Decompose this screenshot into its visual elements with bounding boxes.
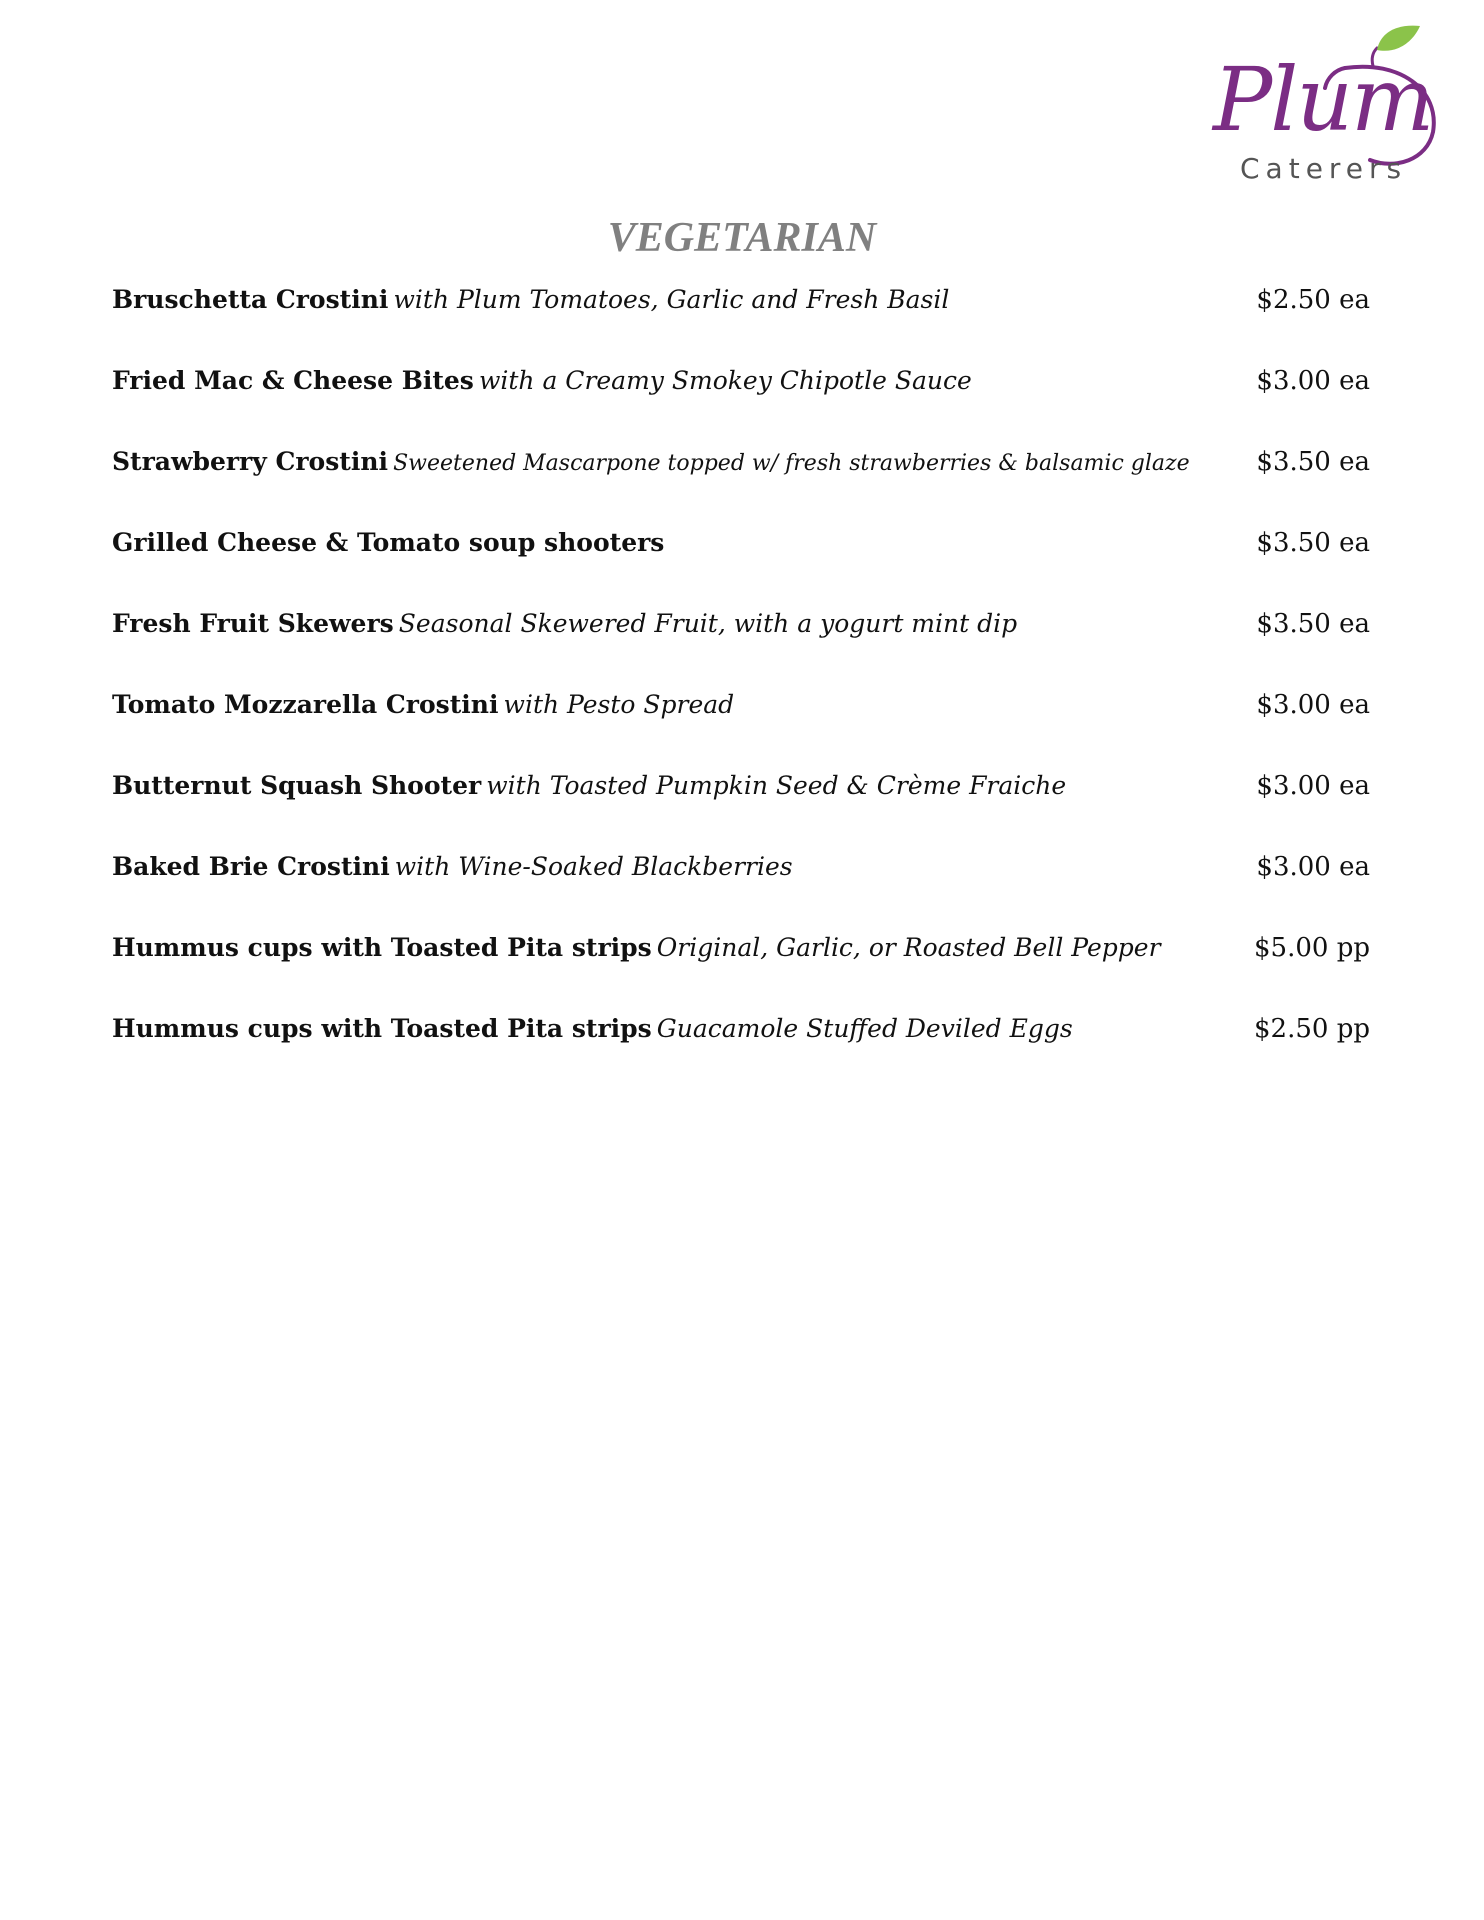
item-description: with Plum Tomatoes, Garlic and Fresh Basil xyxy=(393,285,950,314)
item-price: $3.50 ea xyxy=(1256,528,1370,558)
menu-item xyxy=(112,1009,1380,1090)
item-price: $5.00 pp xyxy=(1254,933,1370,963)
item-price: $3.00 ea xyxy=(1256,690,1370,720)
section-title: VEGETARIAN xyxy=(607,215,877,261)
logo-wordmark: Plum xyxy=(1213,48,1433,151)
item-price: $3.00 ea xyxy=(1256,366,1370,396)
menu-item xyxy=(112,928,1380,1009)
menu-item xyxy=(112,847,1380,928)
logo-tagline: Caterers xyxy=(1240,152,1408,185)
item-name: Grilled Cheese & Tomato soup shooters xyxy=(112,528,665,557)
item-name: Strawberry Crostini xyxy=(112,447,388,476)
item-description: with Pesto Spread xyxy=(503,690,735,719)
item-description: with Wine-Soaked Blackberries xyxy=(394,852,793,881)
item-name: Fried Mac & Cheese Bites xyxy=(112,366,474,395)
item-price: $2.50 pp xyxy=(1254,1014,1370,1044)
menu-item xyxy=(112,604,1380,685)
item-name: Bruschetta Crostini xyxy=(112,285,389,314)
item-description: Guacamole Stuffed Deviled Eggs xyxy=(656,1014,1073,1043)
item-name: Fresh Fruit Skewers xyxy=(112,609,394,638)
item-description: with Toasted Pumpkin Seed & Crème Fraiche xyxy=(486,771,1067,800)
menu-item xyxy=(112,685,1380,766)
item-price: $2.50 ea xyxy=(1256,285,1370,315)
item-price: $3.50 ea xyxy=(1256,609,1370,639)
item-price: $3.00 ea xyxy=(1256,852,1370,882)
item-name: Hummus cups with Toasted Pita strips xyxy=(112,933,652,962)
item-name: Butternut Squash Shooter xyxy=(112,771,482,800)
item-price: $3.00 ea xyxy=(1256,771,1370,801)
item-price: $3.50 ea xyxy=(1256,447,1370,477)
item-description: with a Creamy Smokey Chipotle Sauce xyxy=(478,366,972,395)
item-description: Original, Garlic, or Roasted Bell Pepper xyxy=(656,933,1161,962)
menu-item xyxy=(112,361,1380,442)
item-name: Tomato Mozzarella Crostini xyxy=(112,690,499,719)
item-description: Sweetened Mascarpone topped w/ fresh strawberries & balsamic glaze xyxy=(393,451,1190,476)
plum-caterers-logo xyxy=(1195,20,1455,200)
menu-item xyxy=(112,523,1380,604)
item-description: Seasonal Skewered Fruit, with a yogurt mint dip xyxy=(398,609,1018,638)
item-name: Hummus cups with Toasted Pita strips xyxy=(112,1014,652,1043)
menu-item xyxy=(112,766,1380,847)
menu-list xyxy=(112,280,1380,1090)
menu-item xyxy=(112,442,1380,523)
menu-item xyxy=(112,280,1380,361)
item-name: Baked Brie Crostini xyxy=(112,852,390,881)
